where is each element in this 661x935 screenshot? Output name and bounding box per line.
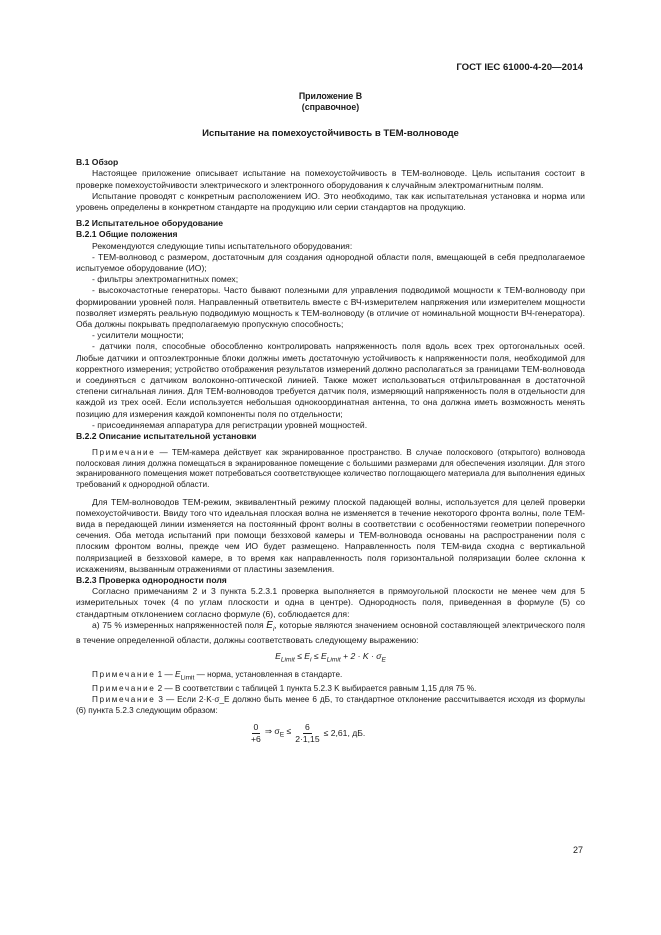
note-1: Примечание 1 — $E_{Limit}$ — норма, установленная в стандарте. (92, 670, 343, 682)
fraction-right (295, 722, 319, 745)
item-a-start: а) 75 % измеренных напряженностей поля (92, 619, 267, 630)
annex-kind: (справочное) (301, 102, 360, 112)
note-3 (76, 695, 585, 716)
section-b23-item-a (76, 620, 585, 646)
annex-title: Испытание на помехоустойчивость в ТЕМ-волноводе (202, 128, 459, 139)
section-b22-heading: В.2.2 Описание испытательной установки (76, 431, 257, 442)
symbol-e-i: $E_i$ (266, 619, 275, 633)
fraction-result: ≤ 2,61, дБ. (323, 728, 366, 739)
note-3-text: 3 — Если 2·K·σ_E должно быть менее 6 дБ, то стандартное отклонение рассчитывается исходя из формулы (6) пункта 5.2.3 следующим образом: (76, 695, 585, 715)
item-a-end: , которые являются значением основной составляющей электрического поля в течение определенной области, должны соответствовать следующему выражению: (76, 619, 586, 646)
fraction-right-numerator: 6 (305, 722, 310, 733)
note-label: Примечание (92, 448, 156, 458)
section-b1-paragraph-1: Настоящее приложение описывает испытание на помехоустойчивость в ТЕМ-волноводе. Цель испытания состоит в проверке помехоустойчивости электрического и электронного оборудования к случайным электромагнитным полям. (76, 168, 585, 190)
note-label: Примечание (92, 670, 156, 680)
section-b1-heading: В.1 Обзор (76, 157, 119, 168)
section-b23-paragraph: Согласно примечаниям 2 и 3 пункта 5.2.3.1 проверка выполняется в прямоугольной плоскости не менее чем для 5 измерительных точек (4 по углам плоскости и одна в центре). Однородность поля, приведенная в формуле (5) со стандартным отклонением согласно формуле (6), соблюдается для: (76, 586, 585, 619)
section-b1-paragraph-2: Испытание проводят с конкретным расположением ИО. Это необходимо, так как испытательная установка и норма или уровень определены в конкретном стандарте на продукцию или серии стандартов на продукцию. (76, 190, 585, 213)
note-1-number: 1 — (157, 670, 175, 680)
note-text: — ТЕМ-камера действует как экранированное пространство. В случае полоскового (открытого) волновода полосковая линия должна помещаться в экранированное помещение с большими размерами для обеспечения изоляции. Для этого экранированного помещения может потребоваться соответствующее количество поглощающего материала для выполнения единых требований к однородной области. (76, 448, 585, 490)
fraction-left-denominator: +6 (251, 734, 261, 745)
list-item: - ТЕМ-волновод с размером, достаточным для создания однородной области поля, вмещающей в себя предполагаемое испытуемое оборудование (ИО); (76, 251, 585, 274)
fraction-left-numerator: 0 (253, 722, 259, 733)
section-b23-heading: В.2.3 Проверка однородности поля (76, 575, 227, 586)
list-item: - фильтры электромагнитных помех; (92, 274, 239, 285)
annex-label: Приложение В (298, 91, 363, 101)
note-2 (76, 684, 585, 695)
list-item: - усилители мощности; (92, 330, 184, 341)
formula-std-dev: $\frac{0}{+6}$ ⇒ $\sigma_E$ ≤ $\frac{6}{2\cdot 1,15}$ ≤ 2,61, дБ. (251, 722, 366, 745)
section-b2-heading: В.2 Испытательное оборудование (76, 218, 223, 229)
list-item: - высокочастотные генераторы. Часто бывают полезными для управления подводимой мощности к ТЕМ-волноводу при формировании уровней поля. Направленный ответвитель вместе с ВЧ-измерителем напряжения или измерителем мощности позволяет измерять реальную подводимую мощность к ТЕМ-волноводу (в отличие от номинальной мощности ВЧ-генератора). Оба должны покрывать предполагаемую пропускную способность; (76, 285, 585, 330)
fraction-right-denominator: 2·1,15 (295, 734, 320, 745)
note-1-text: — норма, установленная в стандарте. (194, 670, 343, 680)
formula-limit: $E_{Limit} \le E_i \le E_{Limit} + 2 \cdot K \cdot \sigma_E$ (275, 651, 386, 665)
note-label: Примечание (92, 684, 156, 694)
section-b21-heading: В.2.1 Общие положения (76, 229, 178, 240)
section-b22-paragraph: Для ТЕМ-волноводов ТЕМ-режим, эквивалентный режиму плоской падающей волны, используется для целей проверки помехоустойчивости. Ввиду того что идеальная плоская волна не изменяется в течение некоторого фронта волны, поле ТЕМ-вида в передающей линии изменяется на постоянный фронт волны в соответствии с особенностями геометрии поперечного сечения. Оба метода испытаний при помощи беззховой камеры и ТЕМ-волновода основаны на распространении поля с плоским фронтом волны, прежде чем ИО будет размещено. Направленность поля ТЕМ-вида сходна с вертикальной поляризацией в беззховой камере, в то время как направленность поля горизонтальной поляризации более склонна к искажениям, вызванным отражениями от пластины заземления. (76, 496, 585, 574)
list-item: - присоединяемая аппаратура для регистрации уровней мощностей. (92, 419, 368, 430)
page-content (76, 91, 585, 745)
section-b21-intro: Рекомендуются следующие типы испытательного оборудования: (92, 240, 353, 251)
page-number: 27 (572, 845, 583, 855)
note-2-text: 2 — В соответствии с таблицей 1 пункта 5.2.3 K выбирается равным 1,15 для 75 %. (157, 684, 477, 694)
section-b22-note (76, 448, 585, 490)
fraction-left (251, 722, 261, 745)
standard-header: ГОСТ IEC 61000-4-20—2014 (456, 62, 583, 73)
note-label: Примечание (92, 695, 156, 705)
list-item: - датчики поля, способные обособленно контролировать напряженность поля вдоль всех трех ортогональных осей. Любые датчики и оптоэлектронные блоки должны иметь достаточную устойчивость к напряженности поля, необходимой для корректного измерения; устройство отображения результатов измерений должно располагаться за границами ТЕМ-волновода и соединяться с датчиком волоконно-оптической линией. Также может использоваться отфильтрованная в достаточной степени сигнальная линия. Для ТЕМ-волноводов требуется датчик поля, измеряющий напряженность поля в отдельности для каждой из трех осей. Если используется небольшая однокоординатная антенна, то она должна иметь возможность менять позицию для измерения каждой компоненты поля по отдельности; (76, 341, 585, 419)
